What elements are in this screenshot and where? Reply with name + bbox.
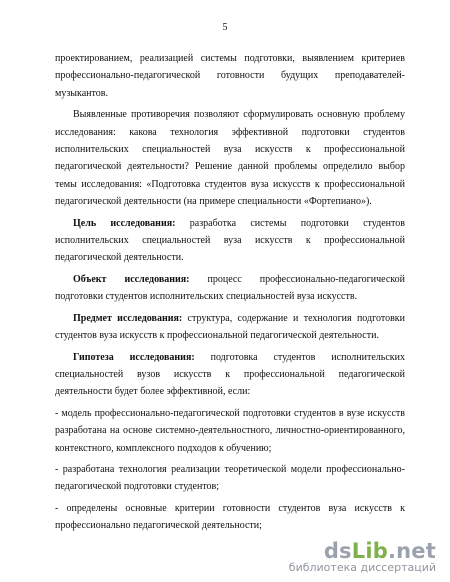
watermark-logo[interactable]	[289, 539, 436, 563]
object-text: процесс профессионально-педагогической подготовки студентов исполнительских специальностей вуза искусств.	[55, 273, 405, 303]
paragraph-hypothesis	[55, 349, 405, 401]
logo-net: .net	[387, 539, 436, 563]
list-item: - определены основные критерии готовности студентов вуза искусств к профессионально педагогической деятельности;	[55, 502, 405, 532]
watermark-subtitle: библиотека диссертаций	[288, 561, 436, 574]
paragraph-subject	[55, 310, 405, 345]
hypothesis-label: Гипотеза исследования:	[73, 351, 195, 363]
paragraph-object	[55, 271, 405, 306]
watermark[interactable]	[289, 539, 436, 574]
document-body	[55, 50, 405, 539]
logo-lib: Lib	[351, 539, 388, 563]
hypothesis-text: подготовка студентов исполнительских специальностей вузов искусств к профессиональной педагогической деятельности будет более эффективной, если:	[55, 351, 405, 398]
object-label: Объект исследования:	[73, 273, 190, 285]
subject-text: структура, содержание и технология подготовки студентов вуза искусств к профессиональной педагогической деятельности.	[55, 312, 405, 342]
goal-label: Цель исследования:	[73, 217, 176, 229]
list-item: - модель профессионально-педагогической подготовки студентов в вузе искусств разработана на основе системно-деятельностного, личностно-ориентированного, контекстного, комплексного подходов к обучению;	[55, 407, 405, 454]
paragraph-intro: проектированием, реализацией системы подготовки, выявлением критериев профессионально-педагогической готовности будущих преподавателей-музыкантов.	[55, 53, 405, 99]
page-number: 5	[222, 22, 228, 33]
list-item: - разработана технология реализации теоретической модели профессионально-педагогической подготовки студентов;	[55, 463, 405, 493]
goal-text: разработка системы подготовки студентов исполнительских специальностей вуза искусств к профессиональной педагогической деятельности.	[55, 217, 405, 264]
subject-label: Предмет исследования:	[73, 312, 183, 324]
paragraph-problem: Выявленные противоречия позволяют сформулировать основную проблему исследования: какова технология эффективной подготовки студентов исполнительских специальностей вуза искусств к профессиональной педагогической деятельности? Решение данной проблемы определило выбор темы исследования: «Подготовка студентов вуза искусств к профессиональной педагогической деятельности (на примере специальности «Фортепиано»).	[55, 109, 405, 208]
paragraph-goal	[55, 215, 405, 267]
logo-ds: ds	[323, 539, 352, 563]
